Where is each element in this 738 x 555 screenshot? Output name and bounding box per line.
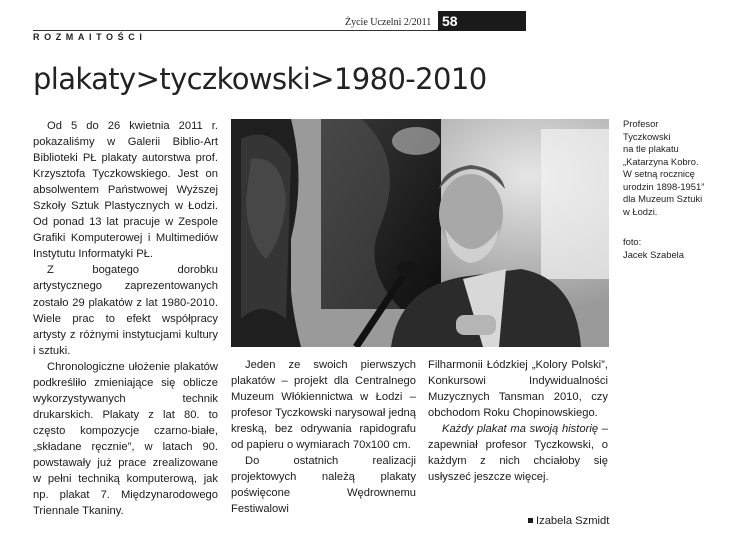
text-column-2 bbox=[231, 357, 416, 517]
photo-caption bbox=[623, 118, 723, 261]
article-title: plakaty>tyczkowski>1980-2010 bbox=[33, 62, 487, 96]
author-bullet bbox=[528, 518, 533, 523]
section-label: ROZMAITOŚCI bbox=[33, 32, 147, 42]
caption-line: „Katarzyna Kobro. bbox=[623, 155, 699, 167]
page-number: 58 bbox=[438, 11, 526, 31]
journal-name: Życie Uczelni 2/2011 bbox=[345, 17, 432, 28]
paragraph: Od 5 do 26 kwietnia 2011 r. pokazaliśmy w Galerii Biblio-Art Biblioteki PŁ plakaty autorstwa prof. Krzysztofa Tyczkowskiego. Jest on absolwentem Państwowej Wyższej Szkoły Sztuk Plastycznych w Łodzi. Od ponad 13 lat pracuje w Zespole Grafiki Komputerowej i Multimediów Instytutu Informatyki PŁ. bbox=[33, 120, 218, 261]
photo-illustration bbox=[231, 119, 609, 347]
caption-line: Profesor bbox=[623, 118, 659, 129]
article-photo bbox=[231, 119, 609, 347]
caption-line: urodzin 1898-1951” bbox=[623, 180, 705, 192]
quote-rest: – zapewniał profesor Tyczkowski, o każdym z nich chciałoby się usłyszeć jeszcze więcej. bbox=[428, 423, 608, 484]
paragraph-quote bbox=[428, 421, 608, 485]
photo-credit-name: Jacek Szabela bbox=[623, 248, 684, 260]
caption-line: W setną rocznicę bbox=[623, 168, 695, 179]
caption-line: na tle plakatu bbox=[623, 143, 679, 154]
quote-italic: Każdy plakat ma swoją historię bbox=[442, 423, 599, 436]
paragraph: Chronologiczne ułożenie plakatów podkreśliło zmieniające się oblicze wykorzystywanych technik drukarskich. Plakaty z lat 80. to często kompozycje czarno-białe, „składane ręcznie”, w latach 90. powstawały już prace zrealizowane w pełni techniką komputerową, jak np. plakat 7. Międzynarodowego Triennale Tkaniny. bbox=[33, 360, 218, 518]
paragraph: Z bogatego dorobku artystycznego zaprezentowanych zostało 29 plakatów z lat 1980-2010. Wiele prac to efekt współpracy artysty z różnymi instytucjami kultury i sztuki. bbox=[33, 264, 218, 357]
author-name: Izabela Szmidt bbox=[536, 515, 610, 527]
paragraph: Do ostatnich realizacji projektowych należą plakaty poświęcone Wędrownemu Festiwalowi bbox=[231, 455, 416, 516]
paragraph: Filharmonii Łódzkiej „Kolory Polski”, Konkursowi Indywidualności Muzycznych Tansman 2010, czy obchodom Roku Chopinowskiego. bbox=[428, 359, 608, 420]
paragraph: Jeden ze swoich pierwszych plakatów – projekt dla Centralnego Muzeum Włókiennictwa w Łodzi – profesor Tyczkowski narysował jedną kreską, bez odrywania rapidografu od papieru o wymiarach 70x100 cm. bbox=[231, 359, 416, 452]
caption-line: Tyczkowski bbox=[623, 130, 671, 142]
caption-line: w Łodzi. bbox=[623, 205, 658, 217]
article-author bbox=[528, 515, 609, 527]
header-rule bbox=[33, 30, 438, 31]
photo-credit-label: foto: bbox=[623, 236, 642, 247]
caption-line: dla Muzeum Sztuki bbox=[623, 193, 703, 204]
text-column-1 bbox=[33, 118, 218, 519]
text-column-3 bbox=[428, 357, 608, 485]
